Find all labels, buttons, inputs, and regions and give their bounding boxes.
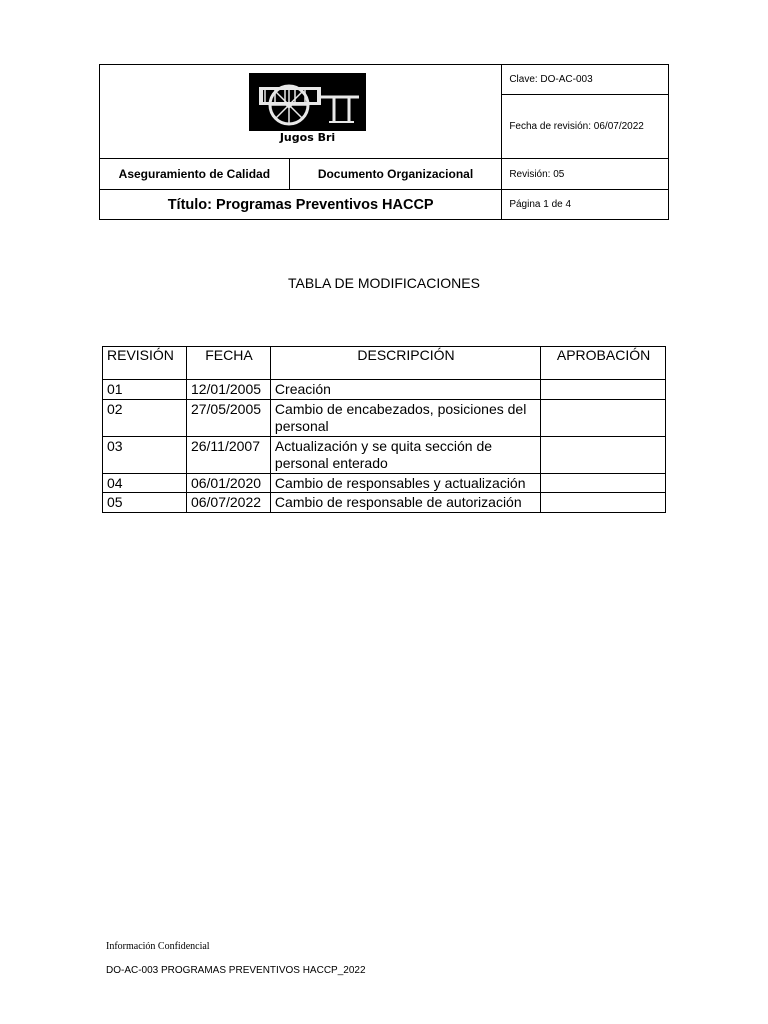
table-row [103, 380, 666, 400]
aprobacion-value [541, 399, 666, 436]
modifications-title: TABLA DE MODIFICACIONES [288, 275, 480, 291]
table-row [103, 399, 666, 436]
revision-value: 04 [103, 473, 187, 493]
fecha-value: 26/11/2007 [186, 436, 270, 473]
table-row [103, 493, 666, 513]
clave-cell: Clave: DO-AC-003 [502, 65, 669, 95]
descripcion-value: Actualización y se quita sección de personal enterado [270, 436, 540, 473]
fecha-value: 06/07/2022 [186, 493, 270, 513]
revision-value: 05 [103, 493, 187, 513]
logo-label: Jugos Bri [279, 131, 336, 144]
table-header-row [103, 347, 666, 380]
revision-value: 03 [103, 436, 187, 473]
footer-document-name: DO-AC-003 PROGRAMAS PREVENTIVOS HACCP_2022 [106, 965, 366, 976]
fecha-revision-cell: Fecha de revisión: 06/07/2022 [502, 95, 669, 159]
column-header-descripcion: DESCRIPCIÓN [270, 347, 540, 380]
tipo-cell: Documento Organizacional [289, 159, 502, 190]
modifications-table [102, 346, 666, 513]
aprobacion-value [541, 493, 666, 513]
page-number: Página 1 de 4 [502, 190, 669, 220]
aprobacion-value [541, 473, 666, 493]
column-header-aprobacion: APROBACIÓN [541, 347, 666, 380]
revision-value: 02 [103, 399, 187, 436]
revision-value: 01 [103, 380, 187, 400]
fecha-value: 06/01/2020 [186, 473, 270, 493]
logo-cell [100, 65, 502, 159]
column-header-fecha: FECHA [186, 347, 270, 380]
table-row [103, 436, 666, 473]
descripcion-value: Cambio de encabezados, posiciones del personal [270, 399, 540, 436]
area-cell: Aseguramiento de Calidad [100, 159, 290, 190]
column-header-revision: REVISIÓN [103, 347, 187, 380]
revision-cell: Revisión: 05 [502, 159, 669, 190]
cart-logo-icon [249, 73, 366, 131]
table-row [103, 473, 666, 493]
confidential-notice: Información Confidencial [106, 941, 210, 952]
descripcion-value: Creación [270, 380, 540, 400]
aprobacion-value [541, 380, 666, 400]
document-title: Título: Programas Preventivos HACCP [100, 190, 502, 220]
fecha-value: 27/05/2005 [186, 399, 270, 436]
descripcion-value: Cambio de responsable de autorización [270, 493, 540, 513]
descripcion-value: Cambio de responsables y actualización [270, 473, 540, 493]
fecha-value: 12/01/2005 [186, 380, 270, 400]
document-header [99, 64, 669, 220]
aprobacion-value [541, 436, 666, 473]
